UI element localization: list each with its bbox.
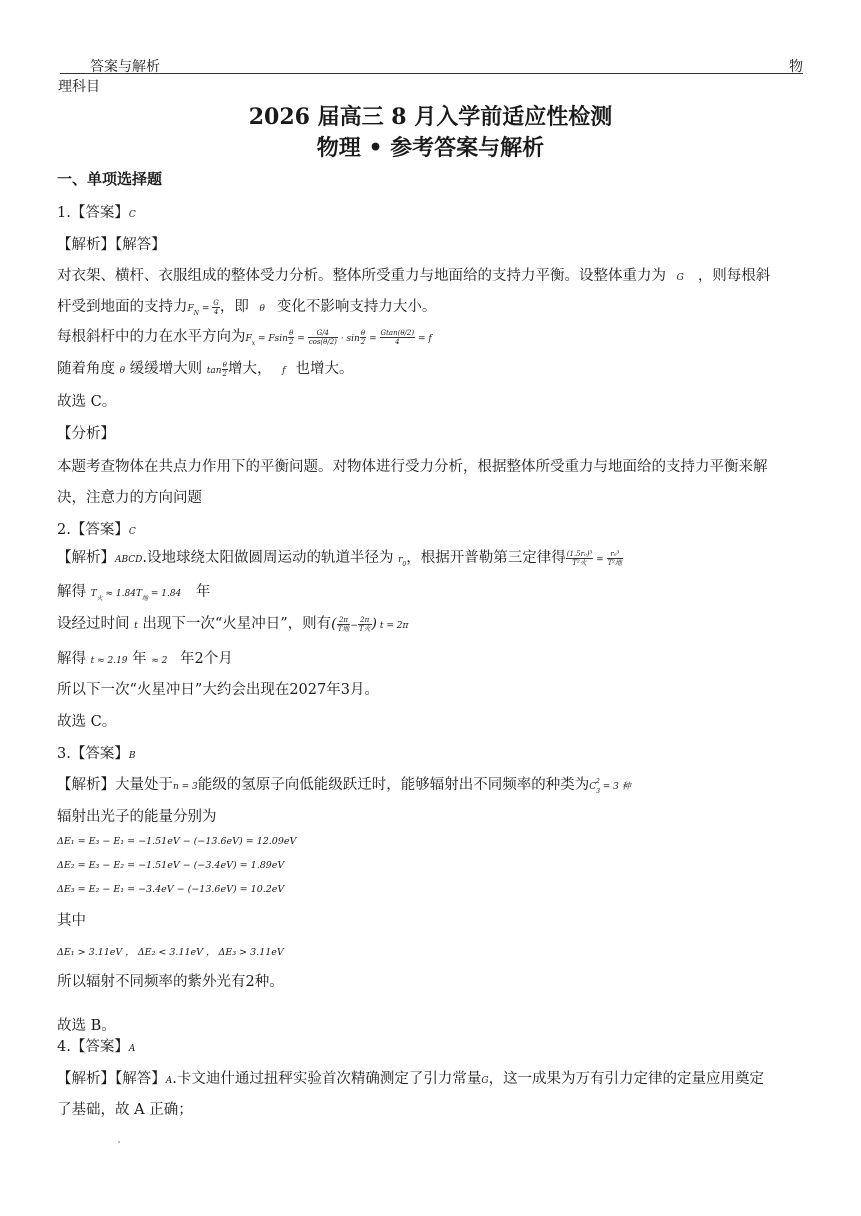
q3-compare: ΔE₁ > 3.11eV ， ΔE₂ < 3.11eV ， ΔE₃ > 3.11eV	[57, 947, 284, 958]
q3-answer-label: 3.【答案】	[57, 746, 129, 762]
q2-line-1: 【解析】ABCD.设地球绕太阳做圆周运动的轨道半径为 $r_0$，根据开普勒第三定律得 $\frac{\text{(1.5r₀)³}}{\text{T²火}}$ = $\frac{\text{r₀³}}{\text{T²地}}$	[57, 549, 623, 568]
q3-answer-value: B	[128, 751, 136, 761]
q2-kepler-right: $\frac{\text{r₀³}}{\text{T²地}}$	[607, 549, 623, 567]
q2-text: 解得	[57, 584, 86, 600]
q1-var-FN: F	[187, 304, 194, 314]
q1-answer-value: C	[128, 210, 136, 220]
q2-answer-value: C	[128, 527, 136, 537]
q1-eq-half-theta-2: $\frac{\theta}{2}$	[360, 328, 366, 346]
q4-option-A: A	[165, 1076, 173, 1086]
section-heading: 一、单项选择题	[57, 170, 163, 188]
q1-text: 也增大。	[295, 361, 354, 377]
q2-text: ，根据开普勒第三定律得	[406, 550, 566, 566]
q2-text: 设经过时间	[57, 616, 130, 632]
q1-analysis-label: 【解析】【解答】	[57, 237, 166, 253]
q4-answer-value: A	[128, 1044, 136, 1054]
q2-text: 出现下一次“火星冲日”，则有	[142, 616, 332, 632]
q1-fenxi-label: 【分析】	[57, 426, 115, 442]
q1-conclusion: 故选 C。	[57, 394, 117, 410]
q4-answer-label: 4.【答案】	[57, 1039, 129, 1055]
q1-fraction	[212, 299, 220, 316]
q4-text: 【解析】【解答】	[57, 1071, 166, 1087]
q1-text: 随着角度	[57, 361, 115, 377]
q4-text: .卡文迪什通过扭秤实验首次精确测定了引力常量	[172, 1071, 482, 1087]
q1-eq-Fx-sub: x	[251, 339, 256, 347]
q4-text: ，这一成果为万有引力定律的定量应用奠定	[488, 1071, 765, 1087]
q1-text: ，则每根斜	[697, 268, 771, 284]
q3-var-C: C	[589, 782, 597, 792]
q3-qizhong: 其中	[57, 913, 86, 929]
q4-answer	[57, 1035, 135, 1056]
q4-line-2: 了基础，故 A 正确；	[57, 1102, 193, 1118]
q1-answer	[57, 201, 136, 222]
q1-eq-Fx: F	[245, 334, 252, 344]
q2-eq-tail: = 1.84	[147, 589, 182, 599]
q1-fenxi-line-1: 本题考查物体在共点力作用下的平衡问题。对物体进行受力分析，根据整体所受重力与地面给的支持力平衡来解	[57, 459, 768, 475]
q3-energy-2: ΔE₂ = E₃ − E₂ = −1.51eV − (−3.4eV) = 1.89eV	[57, 860, 285, 871]
q2-line-5: 所以下一次“火星冲日”大约会出现在2027年3月。	[57, 682, 379, 698]
q1-frac-num: G	[213, 298, 219, 307]
q1-answer-label: 1.【答案】	[57, 205, 129, 221]
q3-answer	[57, 742, 135, 763]
header-right: 物	[789, 59, 803, 75]
q1-paragraph-3: 每根斜杆中的力在水平方向为$F_x = Fsin$ $\frac{\theta}{2}$ = $\frac{G/4}{\cos(\theta/2)}$ · sin $\frac{\theta}{2}$ = $\frac{Gtan(\theta/2)}{4}$ = f	[57, 328, 432, 347]
q1-eq-Fsin: = Fsin	[255, 334, 288, 344]
q1-eq-half-theta: $\frac{\theta}{2}$	[288, 328, 294, 346]
q2-var-t: t	[134, 621, 138, 631]
q3-var-n: n = 3	[173, 782, 198, 792]
q3-conclusion: 故选 B。	[57, 1018, 116, 1034]
q1-eq-frac-cos: $\frac{G/4}{\cos(\theta/2)}$	[308, 328, 337, 346]
q1-text: 缓缓增大则	[129, 361, 203, 377]
header-left: 答案与解析	[90, 59, 160, 75]
q2-text: .设地球绕太阳做圆周运动的轨道半径为	[142, 550, 394, 566]
q2-text: 年	[195, 584, 211, 600]
q4-line-1	[57, 1067, 764, 1088]
q2-line-2: 解得 $T_火 \approx 1.84T_地 = 1.84$ 年	[57, 584, 211, 602]
q1-var-theta: θ	[259, 304, 265, 314]
q1-frac-den: 4	[213, 307, 219, 316]
q1-var-FN-sub: N	[193, 309, 199, 317]
q2-eq-t: t ≈ 2.19	[90, 656, 128, 666]
q2-answer-label: 2.【答案】	[57, 522, 129, 538]
q1-eq-f: = f	[415, 334, 432, 344]
q3-eq-tail: = 3 种	[599, 782, 631, 792]
q1-fenxi-line-2: 决，注意力的方向问题	[57, 490, 202, 506]
q3-energy-1: ΔE₁ = E₃ − E₁ = −1.51eV − (−13.6eV) = 12.09eV	[57, 836, 297, 847]
q2-eq: ≈ 1.84T	[102, 589, 142, 599]
scan-speck	[118, 1141, 120, 1143]
q2-var-r0: r	[398, 555, 403, 565]
q2-text: 解得	[57, 651, 86, 667]
q2-conclusion: 故选 C。	[57, 714, 117, 730]
document-title: 2026 届高三 8 月入学前适应性检测	[248, 104, 613, 130]
q1-paragraph-2	[57, 295, 436, 317]
q2-kepler-left: $\frac{\text{(1.5r₀)³}}{\text{T²火}}$	[566, 549, 593, 567]
q2-line-3: 设经过时间 t 出现下一次“火星冲日”，则有( $\frac{2\pi}{\text{T地}}$ − $\frac{2\pi}{\text{T火}}$ ) t = 2π	[57, 615, 409, 633]
q1-paragraph-4	[57, 357, 353, 378]
q2-text: 【解析】	[57, 550, 115, 566]
q1-text: 杆受到地面的支持力	[57, 299, 188, 315]
q2-var-T: T	[90, 589, 97, 599]
q1-text: 每根斜杆中的力在水平方向为	[57, 329, 246, 345]
q2-line-4	[57, 647, 233, 668]
q3-line-1: 【解析】大量处于n = 3能级的氢原子向低能级跃迁时，能够辐射出不同频率的种类为$C_3^2 = 3$ 种	[57, 777, 631, 795]
q2-frac-earth: $\frac{2\pi}{\text{T地}}$	[337, 615, 350, 633]
q1-half-theta: $\frac{\theta}{2}$	[222, 360, 227, 378]
q1-var-G: G	[676, 273, 684, 283]
q1-eq-frac-tan: $\frac{Gtan(\theta/2)}{4}$	[380, 328, 415, 346]
q2-text: 年	[132, 651, 147, 667]
header-continuation: 理科目	[58, 79, 100, 95]
q4-var-G: G	[481, 1076, 489, 1086]
q3-energy-3: ΔE₃ = E₂ − E₁ = −3.4eV − (−13.6eV) = 10.2eV	[57, 884, 285, 895]
q2-text: 年2个月	[180, 651, 233, 667]
header-rule	[60, 73, 803, 74]
q1-text: 增大，	[228, 361, 272, 377]
q2-frac-mars: $\frac{2\pi}{\text{T火}}$	[358, 615, 371, 633]
q1-text: ，即	[219, 299, 249, 315]
q1-var-tan: tan	[206, 366, 222, 376]
q1-var-theta: θ	[119, 366, 126, 376]
q1-text: 对衣架、横杆、衣服组成的整体受力分析。整体所受重力与地面给的支持力平衡。设整体重力为	[57, 268, 666, 284]
q3-line-6: 所以辐射不同频率的紫外光有2种。	[57, 974, 284, 990]
q2-answer	[57, 518, 136, 539]
q1-text: 变化不影响支持力大小。	[276, 299, 437, 315]
q1-paragraph-1	[57, 264, 770, 285]
q1-equals: =	[199, 304, 213, 314]
q2-options: ABCD	[115, 555, 143, 565]
q1-var-f: f	[282, 366, 286, 376]
q3-line-2: 辐射出光子的能量分别为	[57, 809, 217, 825]
document-subtitle: 物理 • 参考答案与解析	[316, 135, 545, 161]
q2-eq-approx: ≈ 2	[151, 656, 168, 666]
q3-text: 【解析】大量处于	[57, 777, 173, 793]
q3-text: 能级的氢原子向低能级跃迁时，能够辐射出不同频率的种类为	[197, 777, 590, 793]
